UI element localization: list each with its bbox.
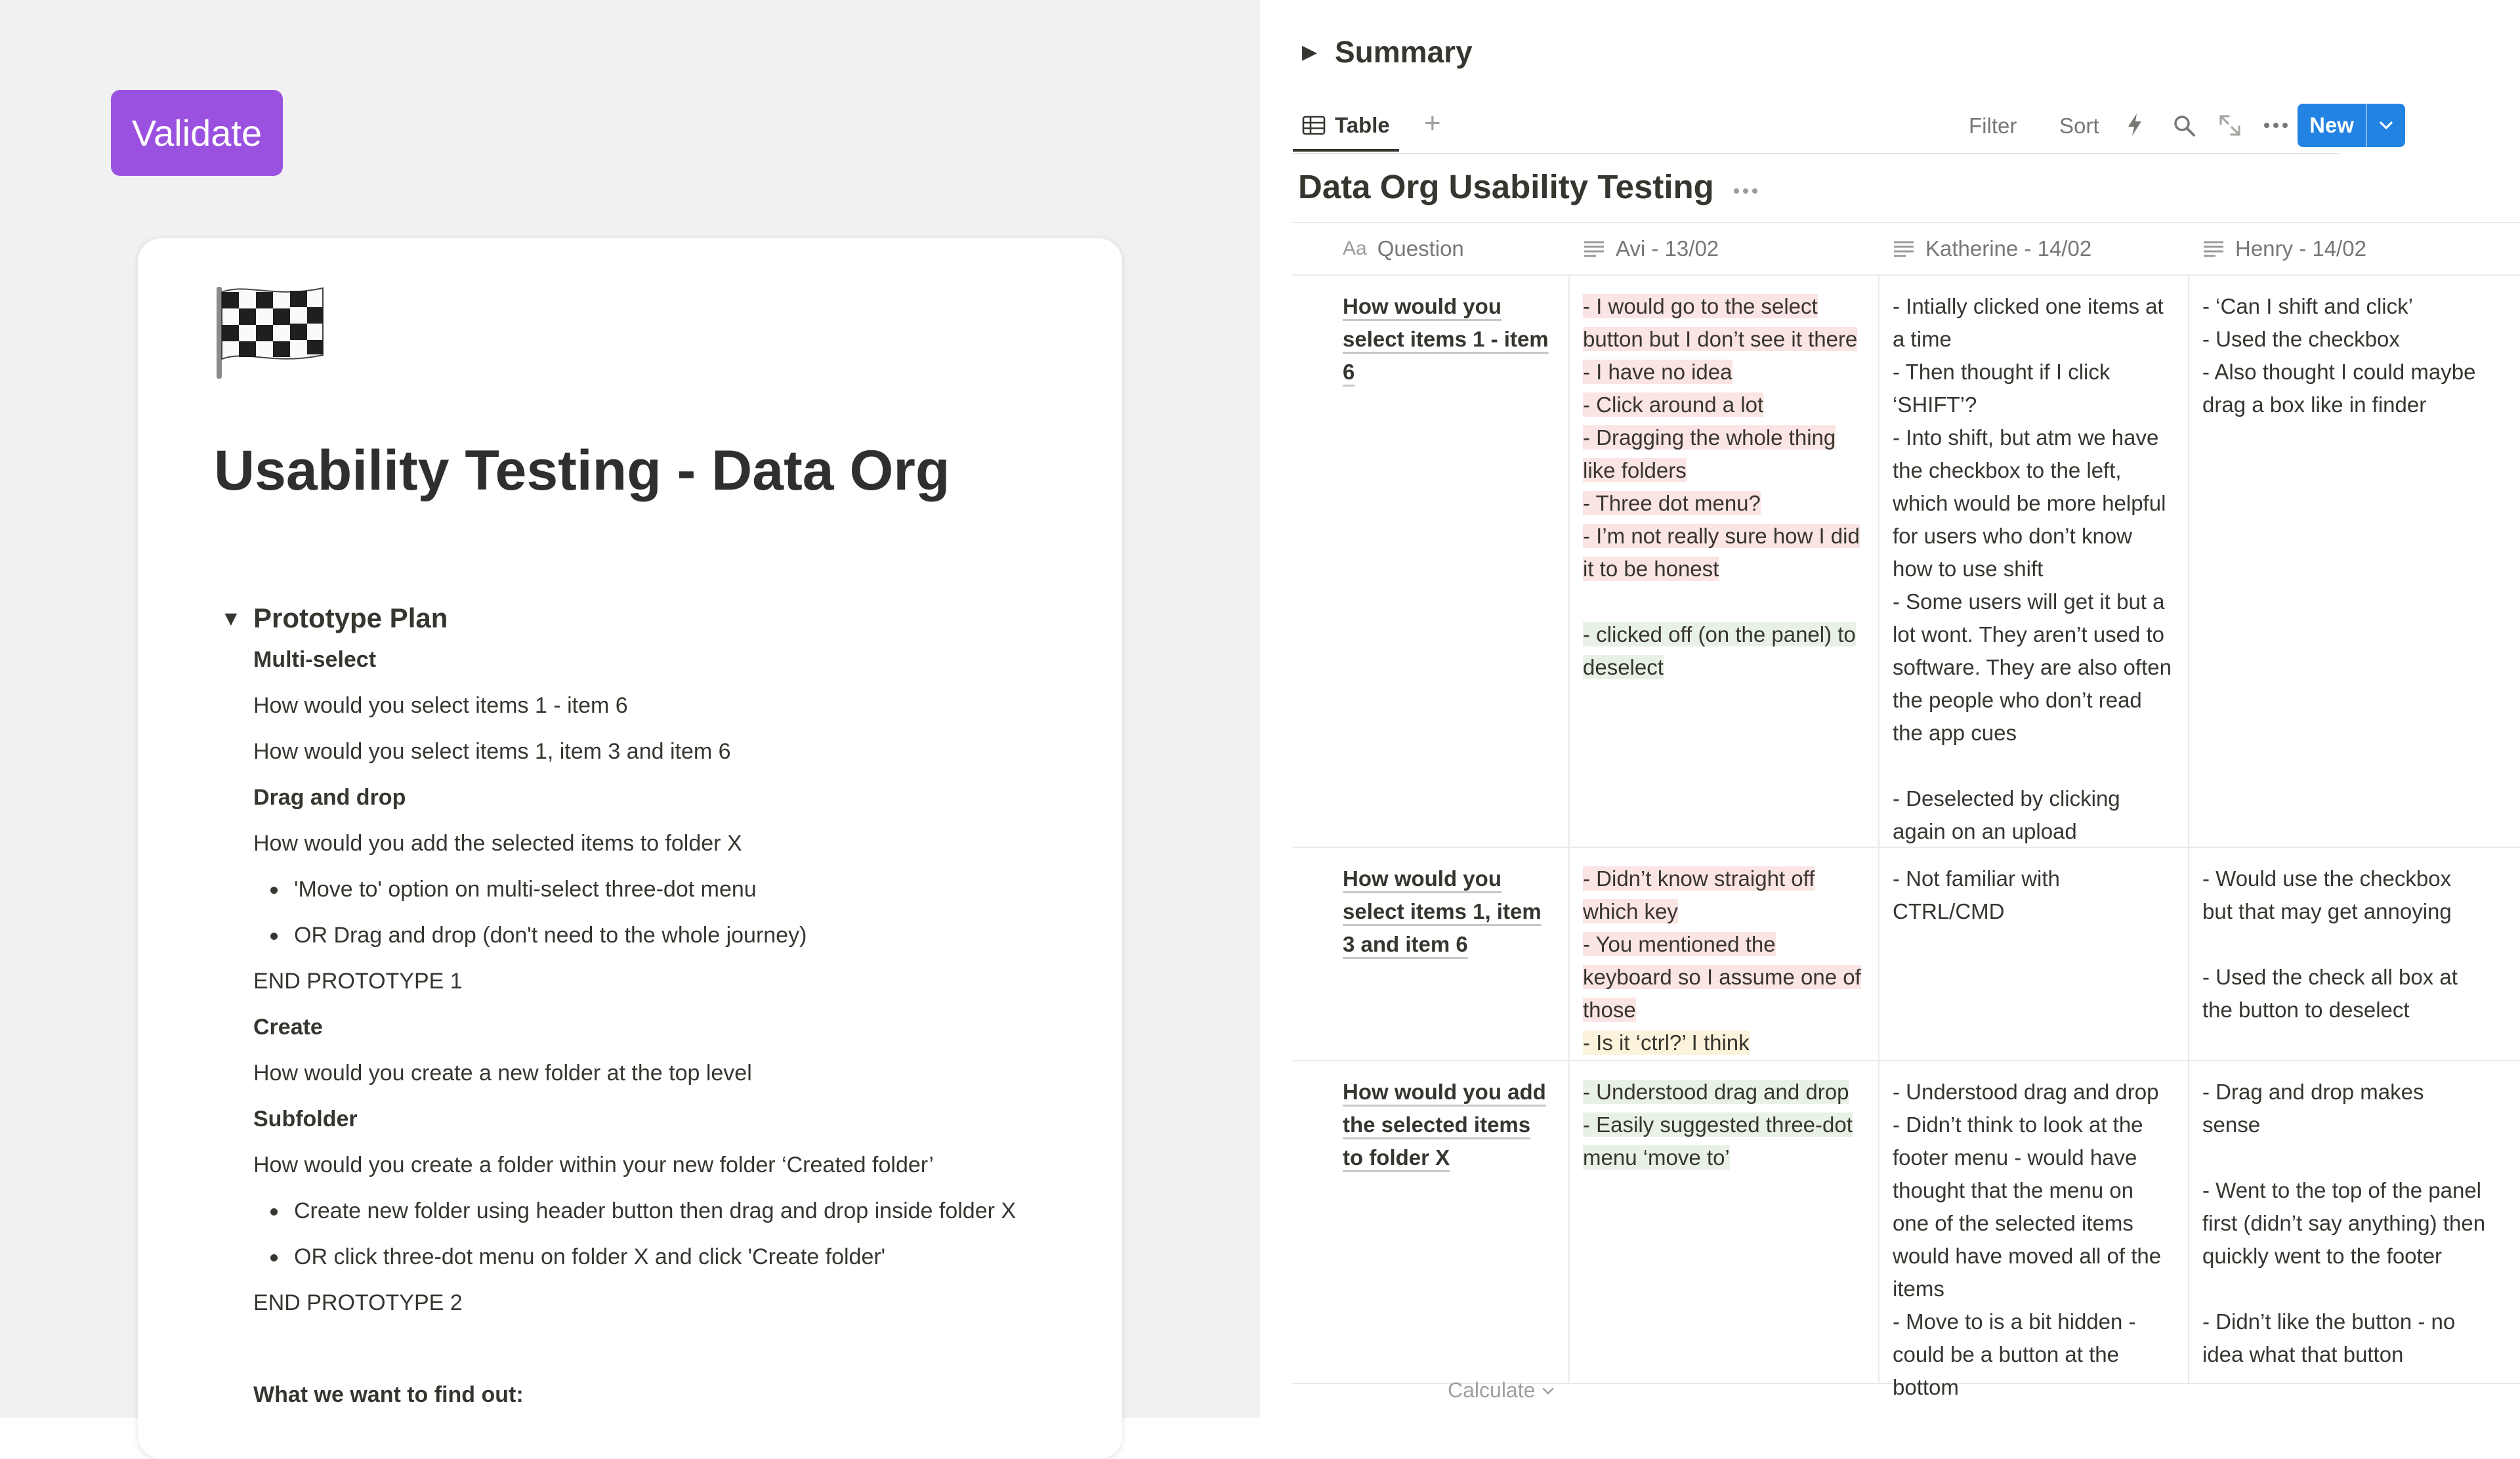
note-text (1583, 1076, 1865, 1174)
note-line-wrap (2202, 356, 2486, 421)
plan-heading: Subfolder (253, 1107, 358, 1131)
note-line: - ‘Can I shift and click’ (2202, 294, 2413, 318)
note-line-wrap (1893, 750, 2175, 782)
note-line-wrap (1583, 389, 1865, 421)
note-line-wrap (1583, 520, 1865, 585)
note-line-wrap (1583, 487, 1865, 520)
filter-button[interactable]: Filter (1969, 114, 2017, 138)
plan-heading: Multi-select (253, 647, 377, 672)
cell-avi[interactable] (1570, 276, 1880, 847)
prototype-plan-body (253, 645, 1106, 1426)
column-header-question[interactable] (1293, 223, 1570, 274)
plan-heading: Create (253, 1015, 323, 1040)
note-text (1893, 290, 2175, 848)
note-line: - Also thought I could maybe drag a box like in finder (2202, 360, 2476, 417)
plan-line: How would you create a folder within your new folder ‘Created folder’ (253, 1152, 934, 1177)
note-line: - Intially clicked one items at a time (1893, 294, 2164, 351)
column-header-henry[interactable] (2189, 223, 2499, 274)
prototype-plan-toggle[interactable] (220, 603, 448, 634)
note-line-wrap (1893, 782, 2175, 848)
column-header-avi[interactable] (1570, 223, 1880, 274)
note-line: - Went to the top of the panel first (didn’t say anything) then quickly went to the footer (2202, 1178, 2486, 1269)
tab-table-label: Table (1335, 113, 1390, 137)
note-line: - Didn’t know straight off which key (1583, 866, 1815, 923)
plan-line: How would you add the selected items to folder X (253, 831, 742, 856)
cell-henry[interactable] (2189, 848, 2499, 1060)
cell-question[interactable] (1293, 1061, 1570, 1383)
note-line-wrap (2202, 862, 2486, 928)
note-text (2202, 290, 2486, 421)
note-line-wrap (1893, 356, 2175, 421)
note-line-wrap (1583, 1026, 1865, 1059)
note-line: - Didn’t like the button - no idea what that button (2202, 1309, 2456, 1367)
note-line-wrap (2202, 961, 2486, 1026)
note-line: - Is it ‘ctrl?’ I think (1583, 1030, 1750, 1055)
note-line-wrap (1893, 585, 2175, 750)
plan-line: How would you select items 1 - item 6 (253, 693, 628, 718)
note-line: - Deselected by clicking again on an upload (1893, 786, 2120, 843)
column-header-katherine[interactable] (1880, 223, 2189, 274)
database-more-icon[interactable] (1732, 187, 1759, 195)
cell-question[interactable] (1293, 848, 1570, 1060)
column-label: Avi - 13/02 (1616, 236, 1719, 261)
calculate-button[interactable] (1448, 1378, 1556, 1403)
summary-label: Summary (1335, 35, 1473, 69)
note-line: - clicked off (on the panel) to deselect (1583, 622, 1856, 679)
question-text[interactable]: How would you select items 1, item 3 and item 6 (1343, 866, 1542, 956)
text-property-icon (1583, 240, 1605, 258)
note-line: - Into shift, but atm we have the checkbox to the left, which would be more helpful for users who don’t know how to use shift (1893, 425, 2166, 581)
note-line: - Dragging the whole thing like folders (1583, 425, 1836, 482)
note-line-wrap (1893, 421, 2175, 585)
note-line-wrap (2202, 1141, 2486, 1174)
add-view-button[interactable]: + (1424, 107, 1441, 139)
plan-bullet-item: 'Move to' option on multi-select three-dot menu (253, 875, 1106, 921)
note-line: - Three dot menu? (1583, 491, 1761, 515)
note-text (1893, 1076, 2175, 1404)
note-line-wrap (1583, 290, 1865, 356)
note-line: - Understood drag and drop (1583, 1080, 1849, 1105)
note-line-wrap (2202, 928, 2486, 961)
table-header-row (1293, 222, 2520, 276)
table-icon (1302, 116, 1326, 135)
text-property-icon (1893, 240, 1915, 258)
note-line: - Used the check all box at the button to deselect (2202, 964, 2458, 1022)
note-line-wrap (1583, 421, 1865, 487)
cell-henry[interactable] (2189, 276, 2499, 847)
document-card (138, 238, 1122, 1459)
plan-line: END PROTOTYPE 1 (253, 969, 463, 994)
note-text (1893, 862, 2175, 928)
column-label: Henry - 14/02 (2235, 236, 2366, 261)
note-line-wrap (1583, 928, 1865, 1026)
note-line-wrap (1583, 356, 1865, 389)
note-line-wrap (2202, 1305, 2486, 1371)
checkered-flag-icon (214, 282, 326, 380)
plan-line: END PROTOTYPE 2 (253, 1290, 463, 1315)
note-line: - Then thought if I click ‘SHIFT’? (1893, 360, 2110, 417)
plan-heading: What we want to find out: (253, 1382, 524, 1407)
new-button[interactable] (2298, 104, 2405, 147)
note-line: - Didn’t think to look at the footer menu - would have thought that the menu on one of the selected items would have moved all of the items (1893, 1112, 2162, 1301)
note-line: - Move to is a bit hidden - could be a button at the bottom (1893, 1309, 2136, 1400)
cell-avi[interactable] (1570, 848, 1880, 1060)
cell-avi[interactable] (1570, 1061, 1880, 1383)
database-view-bar (1293, 102, 2354, 154)
note-line-wrap (1893, 1109, 2175, 1305)
column-label: Katherine - 14/02 (1925, 236, 2092, 261)
expand-diagonal-icon[interactable] (2218, 114, 2242, 137)
note-line-wrap (1583, 618, 1865, 684)
lightning-bolt-icon[interactable] (2125, 112, 2145, 137)
note-line: - Understood drag and drop (1893, 1080, 2159, 1105)
note-text (2202, 1076, 2486, 1371)
database-title: Data Org Usability Testing (1298, 168, 1714, 205)
text-property-icon (2202, 240, 2225, 258)
note-line: - Would use the checkbox but that may get annoying (2202, 866, 2452, 923)
cell-katherine[interactable] (1880, 848, 2189, 1060)
note-line-wrap (1893, 862, 2175, 928)
plan-bullet-item: OR click three-dot menu on folder X and click 'Create folder' (253, 1242, 1106, 1288)
more-options-icon[interactable] (2263, 121, 2289, 129)
note-line: - I have no idea (1583, 360, 1732, 384)
note-line: - Click around a lot (1583, 392, 1764, 417)
question-text[interactable]: How would you select items 1 - item 6 (1343, 294, 1549, 384)
note-line: - I would go to the select button but I don’t see it there (1583, 294, 1858, 351)
note-text (1583, 862, 1865, 1059)
search-icon[interactable] (2172, 114, 2196, 137)
cell-henry[interactable] (2189, 1061, 2499, 1383)
plan-bullet-item: Create new folder using header button then drag and drop inside folder X (253, 1196, 1106, 1242)
table-row[interactable] (1293, 276, 2520, 848)
note-line-wrap (1583, 1076, 1865, 1109)
note-line-wrap (2202, 323, 2486, 356)
plan-bullet-item: OR Drag and drop (don't need to the whole journey) (253, 921, 1106, 967)
note-line-wrap (1893, 1076, 2175, 1109)
chevron-down-icon[interactable] (2367, 120, 2405, 131)
note-line-wrap (2202, 1273, 2486, 1305)
spacer (253, 1334, 1106, 1380)
column-label: Question (1377, 236, 1464, 261)
cell-question[interactable] (1293, 276, 1570, 847)
note-text (1583, 290, 1865, 684)
note-line: - Easily suggested three-dot menu ‘move to’ (1583, 1112, 1853, 1170)
question-text[interactable]: How would you add the selected items to folder X (1343, 1080, 1546, 1170)
note-line: - Drag and drop makes sense (2202, 1080, 2424, 1137)
right-panel (1260, 0, 2520, 1418)
tab-table[interactable] (1293, 102, 1399, 152)
left-panel (0, 0, 1260, 1418)
document-title: Usability Testing - Data Org (214, 439, 950, 502)
note-line-wrap (2202, 290, 2486, 323)
note-line: - Used the checkbox (2202, 327, 2400, 351)
summary-toggle[interactable] (1302, 34, 1473, 70)
note-line-wrap (1583, 862, 1865, 928)
note-line-wrap (1583, 585, 1865, 618)
cell-katherine[interactable] (1880, 1061, 2189, 1400)
note-line: - You mentioned the keyboard so I assume one of those (1583, 931, 1861, 1022)
toggle-title: Prototype Plan (253, 603, 448, 633)
sort-button[interactable]: Sort (2059, 114, 2099, 138)
triangle-right-icon[interactable]: ▶ (1302, 41, 1318, 63)
note-line: - Some users will get it but a lot wont. They aren’t used to software. They are also often the people who don’t read the app cues (1893, 589, 2172, 745)
plan-line: How would you create a new folder at the top level (253, 1061, 752, 1086)
validate-button[interactable]: Validate (111, 90, 283, 176)
plan-heading: Drag and drop (253, 785, 406, 810)
chevron-down-icon (1540, 1385, 1556, 1396)
note-line: - Not familiar with CTRL/CMD (1893, 866, 2060, 923)
note-line-wrap (1893, 290, 2175, 356)
title-property-icon: Aa (1343, 238, 1367, 259)
note-line-wrap (2202, 1076, 2486, 1141)
note-line-wrap (2202, 1174, 2486, 1273)
triangle-down-icon[interactable]: ▼ (220, 606, 242, 630)
note-text (2202, 862, 2486, 1026)
note-line-wrap (1893, 1305, 2175, 1404)
new-button-label: New (2309, 113, 2354, 137)
note-line-wrap (1583, 1109, 1865, 1174)
note-line: - I’m not really sure how I did it to be honest (1583, 524, 1860, 581)
plan-line: How would you select items 1, item 3 and item 6 (253, 739, 731, 764)
calculate-label: Calculate (1448, 1378, 1536, 1402)
cell-katherine[interactable] (1880, 276, 2189, 847)
table-row[interactable] (1293, 848, 2520, 1061)
